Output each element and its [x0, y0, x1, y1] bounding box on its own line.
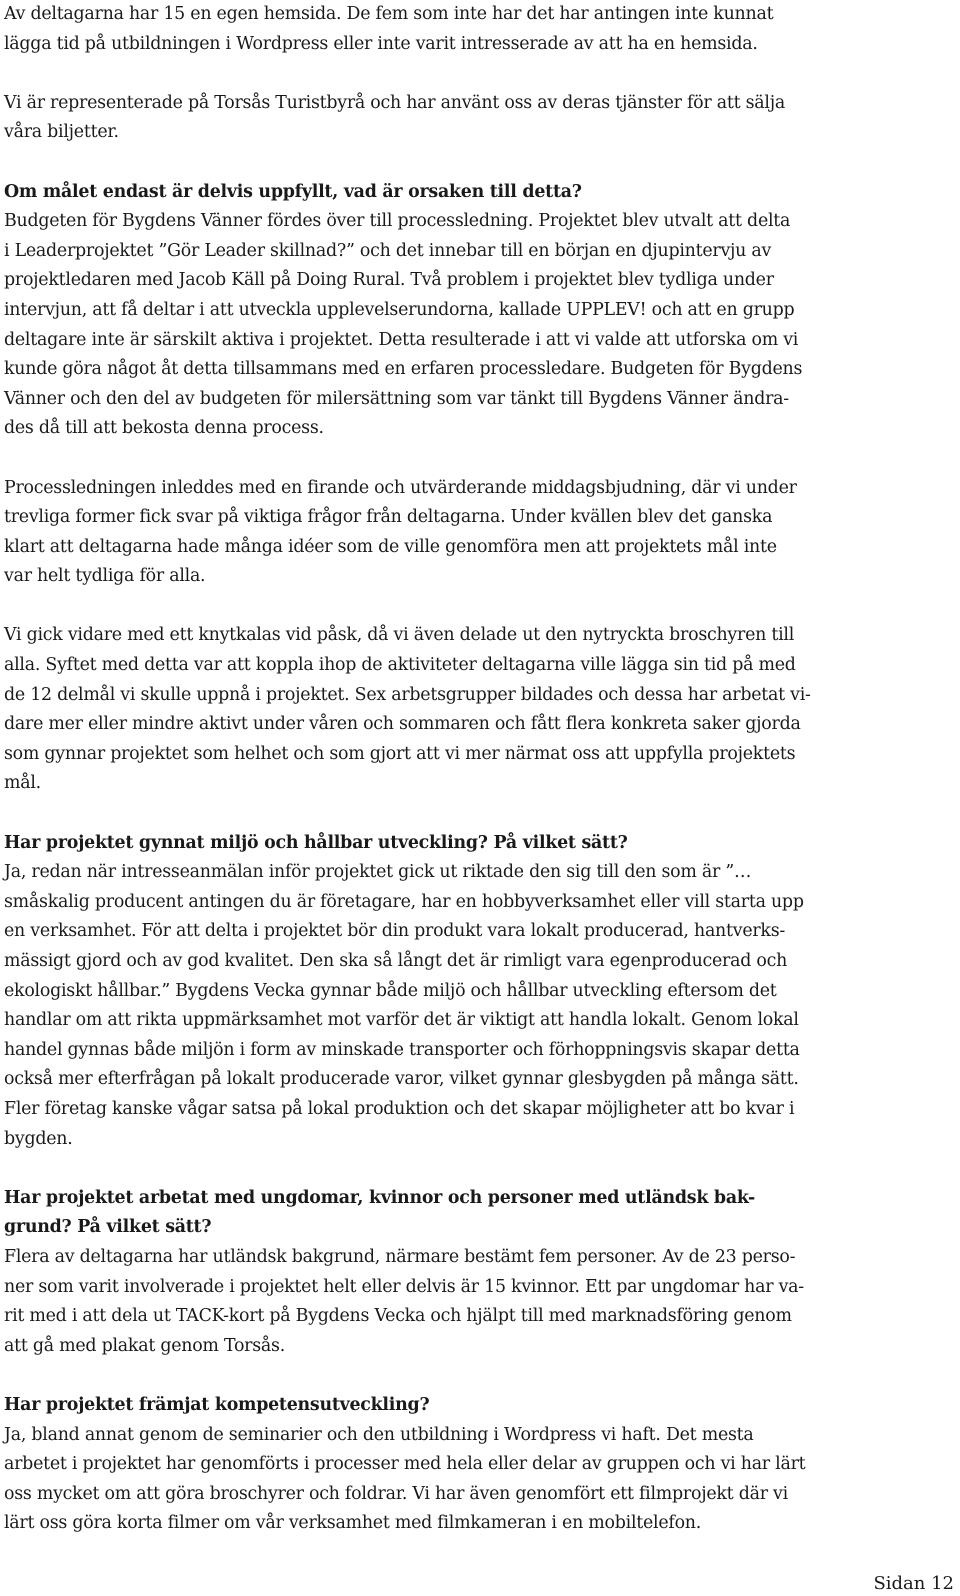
heading-youth-women	[4, 1184, 959, 1243]
paragraph-process-start	[4, 474, 959, 592]
text-line: oss mycket om att göra broschyrer och foldrar. Vi har även genomfört ett filmprojekt där vi	[4, 1483, 788, 1504]
text-line: Fler företag kanske vågar satsa på lokal produktion och det skapar möjligheter att bo kvar i	[4, 1098, 795, 1119]
paragraph-competence	[4, 1421, 959, 1539]
text-line: också mer efterfrågan på lokalt producerade varor, vilket gynnar glesbygden på många sätt.	[4, 1069, 799, 1090]
text-line: Av deltagarna har 15 en egen hemsida. De fem som inte har det har antingen inte kunnat	[4, 4, 774, 24]
paragraph-easter-party	[4, 621, 959, 799]
text-line: en verksamhet. För att delta i projektet bör din produkt vara lokalt producerad, hantverks-	[4, 921, 786, 942]
text-line: som gynnar projektet som helhet och som gjort att vi mer närmat oss att uppfylla projektets	[4, 743, 796, 764]
text-line: arbetet i projektet har genomförts i processer med hela eller delar av gruppen och vi har lärt	[4, 1454, 806, 1475]
text-line: de 12 delmål vi skulle uppnå i projektet. Sex arbetsgrupper bildades och dessa har arbetat vi-	[4, 684, 811, 705]
text-line: Processledningen inleddes med en firande och utvärderande middagsbjudning, där vi under	[4, 477, 797, 498]
text-line: dare mer eller mindre aktivt under våren och sommaren och fått flera konkreta saker gjorda	[4, 714, 801, 735]
paragraph-youth-women	[4, 1243, 959, 1361]
text-line: trevliga former fick svar på viktiga frågor från deltagarna. Under kvällen blev det ganska	[4, 507, 773, 528]
text-line: Ja, redan när intresseanmälan inför projektet gick ut riktade den sig till den som är ”…	[4, 862, 752, 883]
text-line: handlar om att rikta uppmärksamhet mot varför det är viktigt att handla lokalt. Genom lokal	[4, 1010, 799, 1031]
text-line: intervjun, att få deltar i att utveckla upplevelserundorna, kallade UPPLEV! och att en grupp	[4, 299, 795, 320]
paragraph-environment	[4, 858, 959, 1154]
paragraph-homepages	[4, 0, 959, 59]
text-line: Flera av deltagarna har utländsk bakgrund, närmare bestämt fem personer. Av de 23 perso-	[4, 1246, 796, 1267]
text-line: Vi gick vidare med ett knytkalas vid påsk, då vi även delade ut den nytryckta broschyren till	[4, 625, 795, 646]
text-line: Budgeten för Bygdens Vänner fördes över till processledning. Projektet blev utvalt att delta	[4, 211, 791, 232]
page-number: Sidan 12	[873, 1573, 954, 1594]
paragraph-budget	[4, 207, 959, 444]
text-line: lärt oss göra korta filmer om vår verksamhet med filmkameran i en mobiltelefon.	[4, 1513, 702, 1534]
text-line: Vi är representerade på Torsås Turistbyrå och har använt oss av deras tjänster för att sälja	[4, 92, 785, 113]
heading-competence: Har projektet främjat kompetensutveckling?	[4, 1394, 430, 1415]
text-line: alla. Syftet med detta var att koppla ihop de aktiviteter deltagarna ville lägga sin tid på med	[4, 655, 796, 676]
text-line: att gå med plakat genom Torsås.	[4, 1335, 285, 1356]
text-line: Vänner och den del av budgeten för milersättning som var tänkt till Bygdens Vänner ändra-	[4, 388, 789, 409]
text-line: var helt tydliga för alla.	[4, 566, 206, 587]
text-line: mål.	[4, 773, 41, 794]
text-line: handel gynnas både miljön i form av minskade transporter och förhoppningsvis skapar detta	[4, 1039, 800, 1060]
text-line: våra biljetter.	[4, 122, 119, 143]
heading-line: grund? På vilket sätt?	[4, 1217, 212, 1238]
heading-partial-goal: Om målet endast är delvis uppfyllt, vad är orsaken till detta?	[4, 181, 582, 202]
heading-environment: Har projektet gynnat miljö och hållbar utveckling? På vilket sätt?	[4, 832, 628, 853]
text-line: klart att deltagarna hade många idéer som de ville genomföra men att projektets mål inte	[4, 536, 777, 557]
text-line: des då till att bekosta denna process.	[4, 418, 324, 439]
paragraph-tourist-office	[4, 89, 959, 148]
text-line: småskalig producent antingen du är företagare, har en hobbyverksamhet eller vill starta upp	[4, 891, 804, 912]
text-line: ekologiskt hållbar.” Bygdens Vecka gynnar både miljö och hållbar utveckling eftersom det	[4, 980, 777, 1001]
text-line: kunde göra något åt detta tillsammans med en erfaren processledare. Budgeten för Bygdens	[4, 359, 803, 380]
text-line: ner som varit involverade i projektet helt eller delvis är 15 kvinnor. Ett par ungdomar har va-	[4, 1276, 804, 1297]
text-line: rit med i att dela ut TACK-kort på Bygdens Vecka och hjälpt till med marknadsföring genom	[4, 1306, 792, 1327]
heading-line: Har projektet arbetat med ungdomar, kvinnor och personer med utländsk bak-	[4, 1187, 755, 1208]
text-line: lägga tid på utbildningen i Wordpress eller inte varit intresserade av att ha en hemsida.	[4, 33, 758, 54]
document-body	[4, 0, 959, 1568]
text-line: projektledaren med Jacob Käll på Doing Rural. Två problem i projektet blev tydliga under	[4, 270, 774, 291]
text-line: bygden.	[4, 1128, 73, 1149]
text-line: i Leaderprojektet ”Gör Leader skillnad?” och det innebar till en början en djupintervju av	[4, 240, 772, 261]
text-line: deltagare inte är särskilt aktiva i projektet. Detta resulterade i att vi valde att utforska om vi	[4, 329, 799, 350]
text-line: mässigt gjord och av god kvalitet. Den ska så långt det är rimligt vara egenproducerad och	[4, 951, 788, 971]
text-line: Ja, bland annat genom de seminarier och den utbildning i Wordpress vi haft. Det mesta	[4, 1424, 754, 1445]
